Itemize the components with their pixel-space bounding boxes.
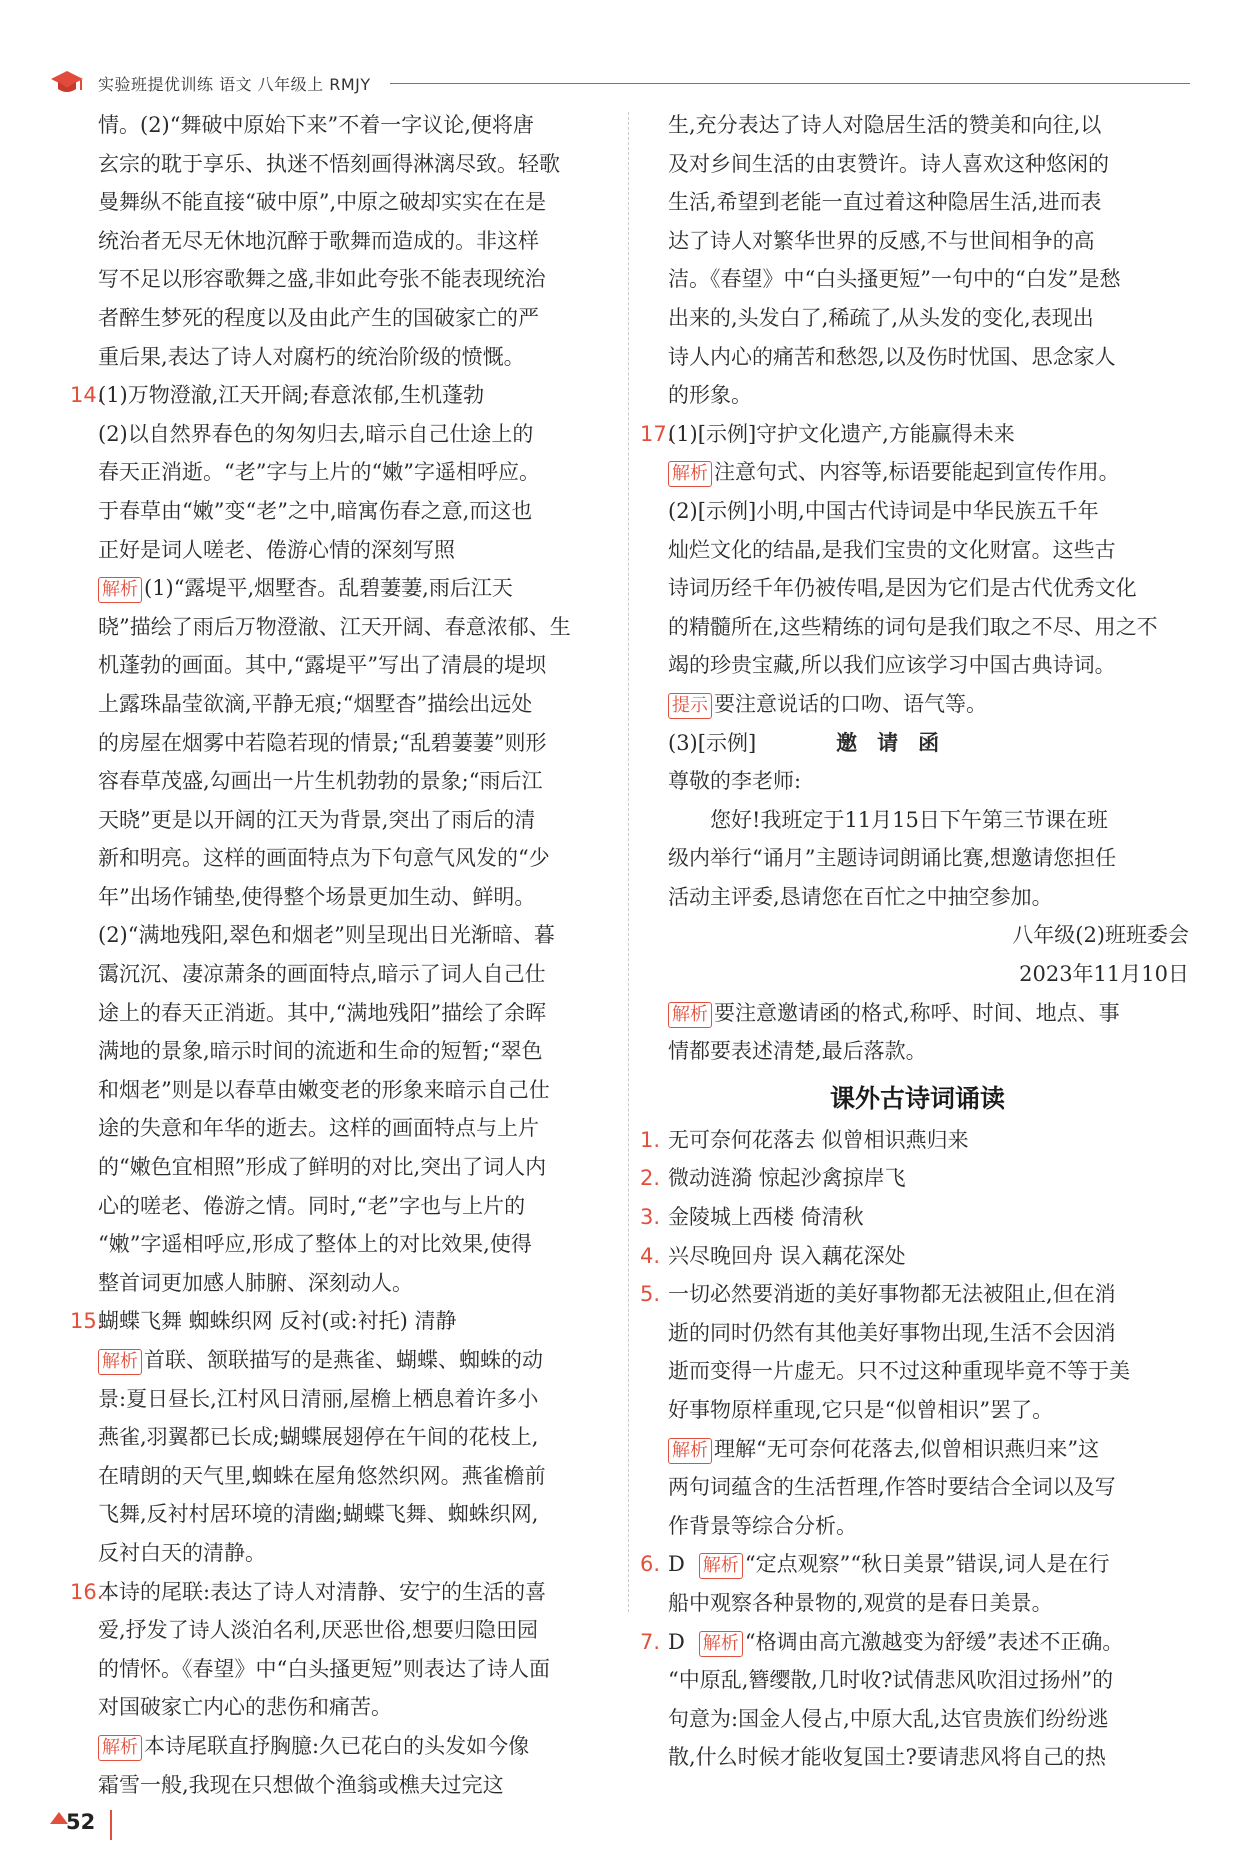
analysis-tag: 解析 (98, 577, 142, 603)
text-line (640, 1661, 1195, 1700)
line-text: 机蓬勃的画面。其中,“露堤平”写出了清晨的堤坝 (98, 653, 547, 678)
line-text: 洁。《春望》中“白头搔更短”一句中的“白发”是愁 (668, 267, 1121, 292)
page-header (40, 64, 1190, 104)
text-line (70, 376, 610, 415)
text-line (70, 685, 610, 724)
line-text: 途的失意和年华的逝去。这样的画面特点与上片 (98, 1116, 539, 1141)
text-line (70, 183, 610, 222)
line-text: 的情怀。《春望》中“白头搔更短”则表达了诗人面 (98, 1656, 550, 1681)
line-text: 作背景等综合分析。 (668, 1513, 857, 1538)
line-text: 本诗尾联直抒胸臆:久已花白的头发如今像 (144, 1733, 530, 1758)
text-line (70, 1264, 610, 1303)
right-column (640, 106, 1195, 1777)
text-line (640, 955, 1195, 994)
text-line (640, 531, 1195, 570)
text-line (70, 646, 610, 685)
line-text: 的房屋在烟雾中若隐若现的情景;“乱碧萋萋”则形 (98, 730, 547, 755)
line-text: 无可奈何花落去 似曾相识燕归来 (668, 1127, 969, 1152)
text-line (640, 1121, 1195, 1160)
text-line (640, 801, 1195, 840)
line-text: 燕雀,羽翼都已长成;蝴蝶展翅停在午间的花枝上, (98, 1425, 539, 1450)
line-text: 爱,抒发了诗人淡泊名利,厌恶世俗,想要归隐田园 (98, 1618, 539, 1643)
question-number: 2. (640, 1166, 661, 1191)
line-text: (3)[示例] (668, 730, 757, 755)
text-line (640, 839, 1195, 878)
line-text: 本诗的尾联:表达了诗人对清静、安宁的生活的喜 (98, 1579, 547, 1604)
line-text: 春天正消逝。“老”字与上片的“嫩”字遥相呼应。 (98, 460, 540, 485)
line-text: 景:夏日昼长,江村风日清丽,屋檐上栖息着许多小 (98, 1386, 539, 1411)
text-line (640, 1623, 1195, 1662)
analysis-tag: 解析 (668, 1002, 712, 1028)
text-line (640, 916, 1195, 955)
text-line (70, 994, 610, 1033)
text-line (640, 1314, 1195, 1353)
text-line (640, 415, 1195, 454)
question-number: 1. (640, 1127, 661, 1152)
line-text: 写不足以形容歌舞之盛,非如此夸张不能表现统治 (98, 267, 546, 292)
line-text: 金陵城上西楼 倚清秋 (668, 1205, 864, 1230)
text-line (70, 839, 610, 878)
text-line (70, 531, 610, 570)
text-line (640, 338, 1195, 377)
line-text: 晓”描绘了雨后万物澄澈、江天开阔、春意浓郁、生 (98, 614, 571, 639)
text-line (640, 1391, 1195, 1430)
text-line (640, 106, 1195, 145)
line-text: 天晓”更是以开阔的江天为背景,突出了雨后的清 (98, 807, 536, 832)
line-text: 容春草茂盛,勾画出一片生机勃勃的景象;“雨后江 (98, 769, 543, 794)
text-line (640, 1584, 1195, 1623)
text-line (70, 1187, 610, 1226)
line-text: 竭的珍贵宝藏,所以我们应该学习中国古典诗词。 (668, 653, 1116, 678)
line-text: 霭沉沉、凄凉萧条的画面特点,暗示了词人自己仕 (98, 962, 546, 987)
text-line (640, 1738, 1195, 1777)
line-text: (1)[示例]守护文化遗产,方能赢得未来 (668, 421, 1015, 446)
text-line (640, 646, 1195, 685)
graduation-cap-icon (50, 68, 84, 96)
text-line (640, 724, 1195, 763)
text-line (70, 145, 610, 184)
line-text: “嫩”字遥相呼应,形成了整体上的对比效果,使得 (98, 1232, 532, 1257)
line-text: 诗人内心的痛苦和愁怨,以及伤时忧国、思念家人 (668, 344, 1116, 369)
line-text: 好事物原样重现,它只是“似曾相识”罢了。 (668, 1398, 1054, 1422)
line-text: 逝而变得一片虚无。只不过这种重现毕竟不等于美 (668, 1359, 1130, 1384)
text-line (70, 916, 610, 955)
line-text: D (668, 1552, 685, 1577)
analysis-tag: 解析 (699, 1631, 743, 1657)
line-text: 曼舞纵不能直接“破中原”,中原之破却实实在在是 (98, 190, 547, 215)
line-text: 年”出场作铺垫,使得整个场景更加生动、鲜明。 (98, 884, 536, 909)
line-text: (1)“露堤平,烟墅杳。乱碧萋萋,雨后江天 (144, 576, 513, 601)
text-line (70, 1766, 610, 1805)
text-line (640, 453, 1195, 492)
text-line (70, 1302, 610, 1341)
text-line (70, 1650, 610, 1689)
text-line (640, 1700, 1195, 1739)
page-bracket (110, 1810, 112, 1840)
line-text: 对国破家亡内心的悲伤和痛苦。 (98, 1695, 392, 1720)
line-text: 达了诗人对繁华世界的反感,不与世间相争的高 (668, 228, 1095, 253)
line-text: 途上的春天正消逝。其中,“满地残阳”描绘了余晖 (98, 1000, 547, 1025)
text-line (70, 1727, 610, 1766)
line-text: 正好是词人嗟老、倦游心情的深刻写照 (98, 537, 455, 562)
text-line (640, 492, 1195, 531)
line-text: (2)“满地残阳,翠色和烟老”则呈现出日光渐暗、暮 (98, 923, 555, 948)
line-text: 重后果,表达了诗人对腐朽的统治阶级的愤慨。 (98, 344, 525, 369)
line-text: 诗词历经千年仍被传唱,是因为它们是古代优秀文化 (668, 576, 1137, 601)
line-text: 飞舞,反衬村居环境的清幽;蝴蝶飞舞、蜘蛛织网, (98, 1502, 539, 1527)
analysis-tag: 解析 (668, 1438, 712, 1464)
line-text: “格调由高亢激越变为舒缓”表述不正确。 (744, 1629, 1124, 1654)
text-line (640, 1430, 1195, 1469)
analysis-tag: 提示 (668, 693, 712, 719)
text-line (70, 1341, 610, 1380)
question-number: 17. (640, 421, 674, 446)
text-line (640, 1159, 1195, 1198)
text-line (70, 1380, 610, 1419)
line-text: D (668, 1629, 685, 1654)
text-line (70, 1534, 610, 1573)
line-text: 两句词蕴含的生活哲理,作答时要结合全词以及写 (668, 1475, 1116, 1500)
text-line (70, 1611, 610, 1650)
text-line (640, 145, 1195, 184)
text-line (70, 222, 610, 261)
line-text: 微动涟漪 惊起沙禽掠岸飞 (668, 1166, 906, 1191)
text-line (70, 1495, 610, 1534)
line-text: 尊敬的李老师: (668, 769, 802, 794)
analysis-tag: 解析 (98, 1735, 142, 1761)
line-text: (1)万物澄澈,江天开阔;春意浓郁,生机蓬勃 (98, 383, 485, 408)
text-line (640, 222, 1195, 261)
line-text: 一切必然要消逝的美好事物都无法被阻止,但在消 (668, 1282, 1116, 1307)
line-text: 的形象。 (668, 383, 752, 408)
line-text: 蝴蝶飞舞 蜘蛛织网 反衬(或:衬托) 清静 (98, 1309, 457, 1334)
line-text: 满地的景象,暗示时间的流逝和生命的短暂;“翠色 (98, 1039, 543, 1064)
text-line (640, 878, 1195, 917)
line-text: (2)[示例]小明,中国古代诗词是中华民族五千年 (668, 498, 1099, 523)
line-text: 注意句式、内容等,标语要能起到宣传作用。 (714, 460, 1120, 485)
analysis-tag: 解析 (699, 1553, 743, 1579)
question-number: 14. (70, 383, 104, 408)
question-number: 15. (70, 1309, 104, 1334)
line-text: “定点观察”“秋日美景”错误,词人是在行 (744, 1552, 1110, 1577)
line-text: 要注意说话的口吻、语气等。 (714, 691, 987, 716)
question-number: 16. (70, 1579, 104, 1604)
line-text: 级内举行“诵月”主题诗词朗诵比赛,想邀请您担任 (668, 846, 1117, 871)
text-line (70, 1688, 610, 1727)
text-line (640, 1237, 1195, 1276)
text-line (70, 878, 610, 917)
line-text: 玄宗的耽于享乐、执迷不悟刻画得淋漓尽致。轻歌 (98, 151, 560, 176)
text-line (70, 1418, 610, 1457)
text-line (640, 608, 1195, 647)
line-text: 散,什么时候才能收复国土?要请悲风将自己的热 (668, 1745, 1106, 1770)
text-line (70, 1225, 610, 1264)
question-number: 3. (640, 1205, 661, 1230)
analysis-tag: 解析 (98, 1349, 142, 1375)
text-line (70, 1032, 610, 1071)
text-line (70, 724, 610, 763)
text-line (640, 1032, 1195, 1071)
text-line (70, 338, 610, 377)
question-number: 4. (640, 1243, 661, 1268)
line-text: (2)以自然界春色的匆匆归去,暗示自己仕途上的 (98, 421, 534, 446)
text-line (70, 955, 610, 994)
text-line (70, 299, 610, 338)
letter-title: 邀请函 (836, 729, 960, 755)
text-line (640, 1275, 1195, 1314)
text-line (640, 299, 1195, 338)
text-line (70, 106, 610, 145)
line-text: 的精髓所在,这些精练的词句是我们取之不尽、用之不 (668, 614, 1158, 639)
question-number: 7. (640, 1629, 661, 1654)
text-line (70, 1457, 610, 1496)
text-line (70, 453, 610, 492)
question-number: 6. (640, 1552, 661, 1577)
line-text: 要注意邀请函的格式,称呼、时间、地点、事 (714, 1000, 1120, 1025)
text-line (70, 569, 610, 608)
question-number: 5. (640, 1282, 661, 1307)
text-line (70, 415, 610, 454)
analysis-tag: 解析 (668, 461, 712, 487)
line-text: 及对乡间生活的由衷赞许。诗人喜欢这种悠闲的 (668, 151, 1109, 176)
header-rule (390, 83, 1190, 84)
text-line (640, 260, 1195, 299)
column-divider (628, 112, 629, 1612)
text-line (70, 1573, 610, 1612)
line-text: 上露珠晶莹欲滴,平静无痕;“烟墅杳”描绘出远处 (98, 691, 533, 716)
line-text: 船中观察各种景物的,观赏的是春日美景。 (668, 1590, 1053, 1615)
text-line (640, 994, 1195, 1033)
line-text: 逝的同时仍然有其他美好事物出现,生活不会因消 (668, 1320, 1116, 1345)
line-text: 生活,希望到老能一直过着这种隐居生活,进而表 (668, 190, 1102, 215)
line-text: 首联、颔联描写的是燕雀、蝴蝶、蜘蛛的动 (144, 1348, 543, 1372)
line-text: 句意为:国金人侵占,中原大乱,达官贵族们纷纷逃 (668, 1706, 1109, 1731)
line-text: 新和明亮。这样的画面特点为下句意气风发的“少 (98, 846, 550, 871)
line-text: 的“嫩色宜相照”形成了鲜明的对比,突出了词人内 (98, 1155, 547, 1180)
text-line (640, 1468, 1195, 1507)
line-text: 霜雪一般,我现在只想做个渔翁或樵夫过完这 (98, 1772, 504, 1797)
line-text: “中原乱,簪缨散,几时收?试倩悲风吹泪过扬州”的 (668, 1668, 1114, 1693)
line-text: 灿烂文化的结晶,是我们宝贵的文化财富。这些古 (668, 537, 1116, 562)
left-column (70, 106, 610, 1804)
text-line (640, 1507, 1195, 1546)
text-line (640, 685, 1195, 724)
text-line (640, 1198, 1195, 1237)
line-text: 情都要表述清楚,最后落款。 (668, 1039, 927, 1064)
page-number (50, 1808, 96, 1838)
line-text: 兴尽晚回舟 误入藕花深处 (668, 1243, 906, 1268)
text-line (70, 608, 610, 647)
text-line (640, 1352, 1195, 1391)
line-text: 于春草由“嫩”变“老”之中,暗寓伤春之意,而这也 (98, 498, 533, 523)
line-text: 生,充分表达了诗人对隐居生活的赞美和向往,以 (668, 113, 1102, 137)
text-line (70, 1148, 610, 1187)
text-line (70, 1071, 610, 1110)
text-line (640, 1545, 1195, 1584)
line-text: 八年级(2)班班委会 (1012, 923, 1189, 948)
text-line (640, 376, 1195, 415)
text-line (640, 762, 1195, 801)
text-line (70, 762, 610, 801)
line-text: 出来的,头发白了,稀疏了,从头发的变化,表现出 (668, 305, 1094, 330)
line-text: 活动主评委,恳请您在百忙之中抽空参加。 (668, 884, 1053, 909)
text-line (640, 569, 1195, 608)
line-text: 统治者无尽无休地沉醉于歌舞而造成的。非这样 (98, 228, 539, 253)
section-title: 课外古诗词诵读 (829, 1083, 1005, 1113)
line-text: 理解“无可奈何花落去,似曾相识燕归来”这 (714, 1436, 1100, 1461)
page-number-text: 52 (66, 1810, 96, 1834)
line-text: 整首词更加感人肺腑、深刻动人。 (98, 1270, 413, 1295)
line-text: 在晴朗的天气里,蜘蛛在屋角悠然织网。燕雀檐前 (98, 1463, 546, 1488)
line-text: 您好!我班定于11月15日下午第三节课在班 (710, 807, 1108, 832)
line-text: 和烟老”则是以春草由嫩变老的形象来暗示自己仕 (98, 1077, 550, 1102)
line-text: 反衬白天的清静。 (98, 1540, 266, 1565)
text-line (70, 1109, 610, 1148)
line-text: 2023年11月10日 (1019, 962, 1189, 987)
line-text: 者醉生梦死的程度以及由此产生的国破家亡的严 (98, 305, 539, 330)
line-text: 情。(2)“舞破中原始下来”不着一字议论,便将唐 (98, 113, 534, 137)
line-text: 心的嗟老、倦游之情。同时,“老”字也与上片的 (98, 1193, 526, 1218)
text-line (70, 492, 610, 531)
header-title: 实验班提优训练 语文 八年级上 RMJY (98, 75, 371, 94)
text-line (70, 801, 610, 840)
text-line (70, 260, 610, 299)
text-line (640, 183, 1195, 222)
